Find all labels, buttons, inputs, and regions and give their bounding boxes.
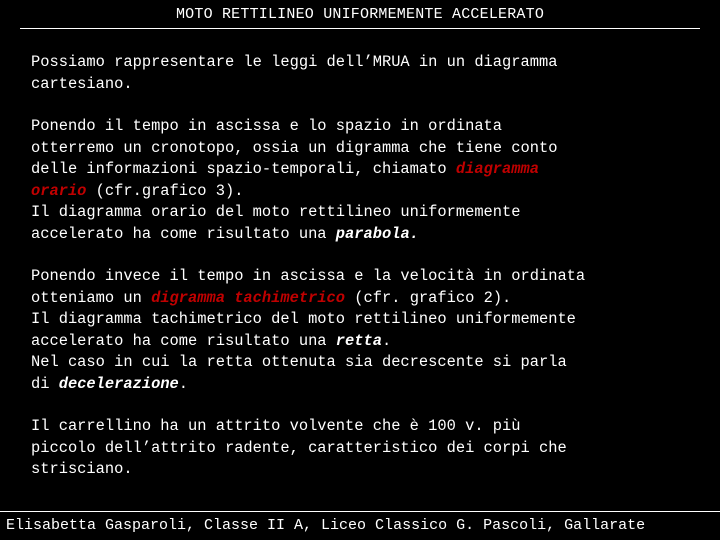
text-line: piccolo dell’attrito radente, caratteristico dei corpi che	[31, 438, 567, 457]
emphasis-term: decelerazione	[58, 374, 179, 393]
emphasis-term: retta	[335, 331, 382, 350]
text-line: Il diagramma tachimetrico del moto rettilineo uniformemente	[31, 310, 576, 328]
text-line	[31, 331, 701, 353]
footer-divider	[0, 511, 720, 512]
text-line	[31, 159, 701, 181]
text-segment: accelerato ha come risultato una	[31, 331, 336, 350]
emphasis-term: parabola.	[335, 224, 419, 243]
text-segment: delle informazioni spazio-temporali, chiamato	[31, 160, 456, 178]
text-line	[31, 224, 701, 246]
paragraph-diagramma-orario	[31, 116, 701, 245]
text-line	[31, 181, 701, 203]
text-line: Il carrellino ha un attrito volvente che è 100 v. più	[31, 417, 521, 435]
text-line: Possiamo rappresentare le leggi dell’MRUA in un diagramma	[31, 53, 558, 71]
text-line: strisciano.	[31, 460, 133, 478]
paragraph-intro	[31, 52, 701, 95]
text-line: Ponendo invece il tempo in ascissa e la velocità in ordinata	[31, 267, 586, 285]
text-segment: .	[381, 331, 392, 350]
slide-content	[31, 52, 701, 502]
text-segment: accelerato ha come risultato una	[31, 224, 336, 243]
footer-credits: Elisabetta Gasparoli, Classe II A, Liceo Classico G. Pascoli, Gallarate	[6, 517, 646, 534]
text-segment: otteniamo un	[31, 288, 152, 307]
text-segment: (cfr.grafico 3).	[86, 181, 244, 200]
text-segment: di	[31, 374, 59, 393]
paragraph-attrito	[31, 416, 701, 481]
highlight-term: diagramma	[455, 160, 539, 178]
highlight-term: digramma tachimetrico	[151, 288, 346, 307]
title-underline	[20, 28, 700, 29]
text-line: cartesiano.	[31, 74, 133, 93]
text-segment: .	[178, 374, 189, 393]
text-line	[31, 374, 701, 396]
text-line	[31, 288, 701, 310]
text-line: Ponendo il tempo in ascissa e lo spazio in ordinata	[31, 117, 503, 135]
highlight-term: orario	[31, 181, 87, 200]
slide-title: MOTO RETTILINEO UNIFORMEMENTE ACCELERATO	[175, 6, 545, 23]
text-line: Nel caso in cui la retta ottenuta sia decrescente si parla	[31, 353, 567, 371]
paragraph-diagramma-tachimetrico	[31, 266, 701, 395]
text-line: Il diagramma orario del moto rettilineo uniformemente	[31, 203, 521, 221]
text-line: otterremo un cronotopo, ossia un digramma che tiene conto	[31, 138, 558, 157]
text-segment: (cfr. grafico 2).	[345, 288, 512, 307]
